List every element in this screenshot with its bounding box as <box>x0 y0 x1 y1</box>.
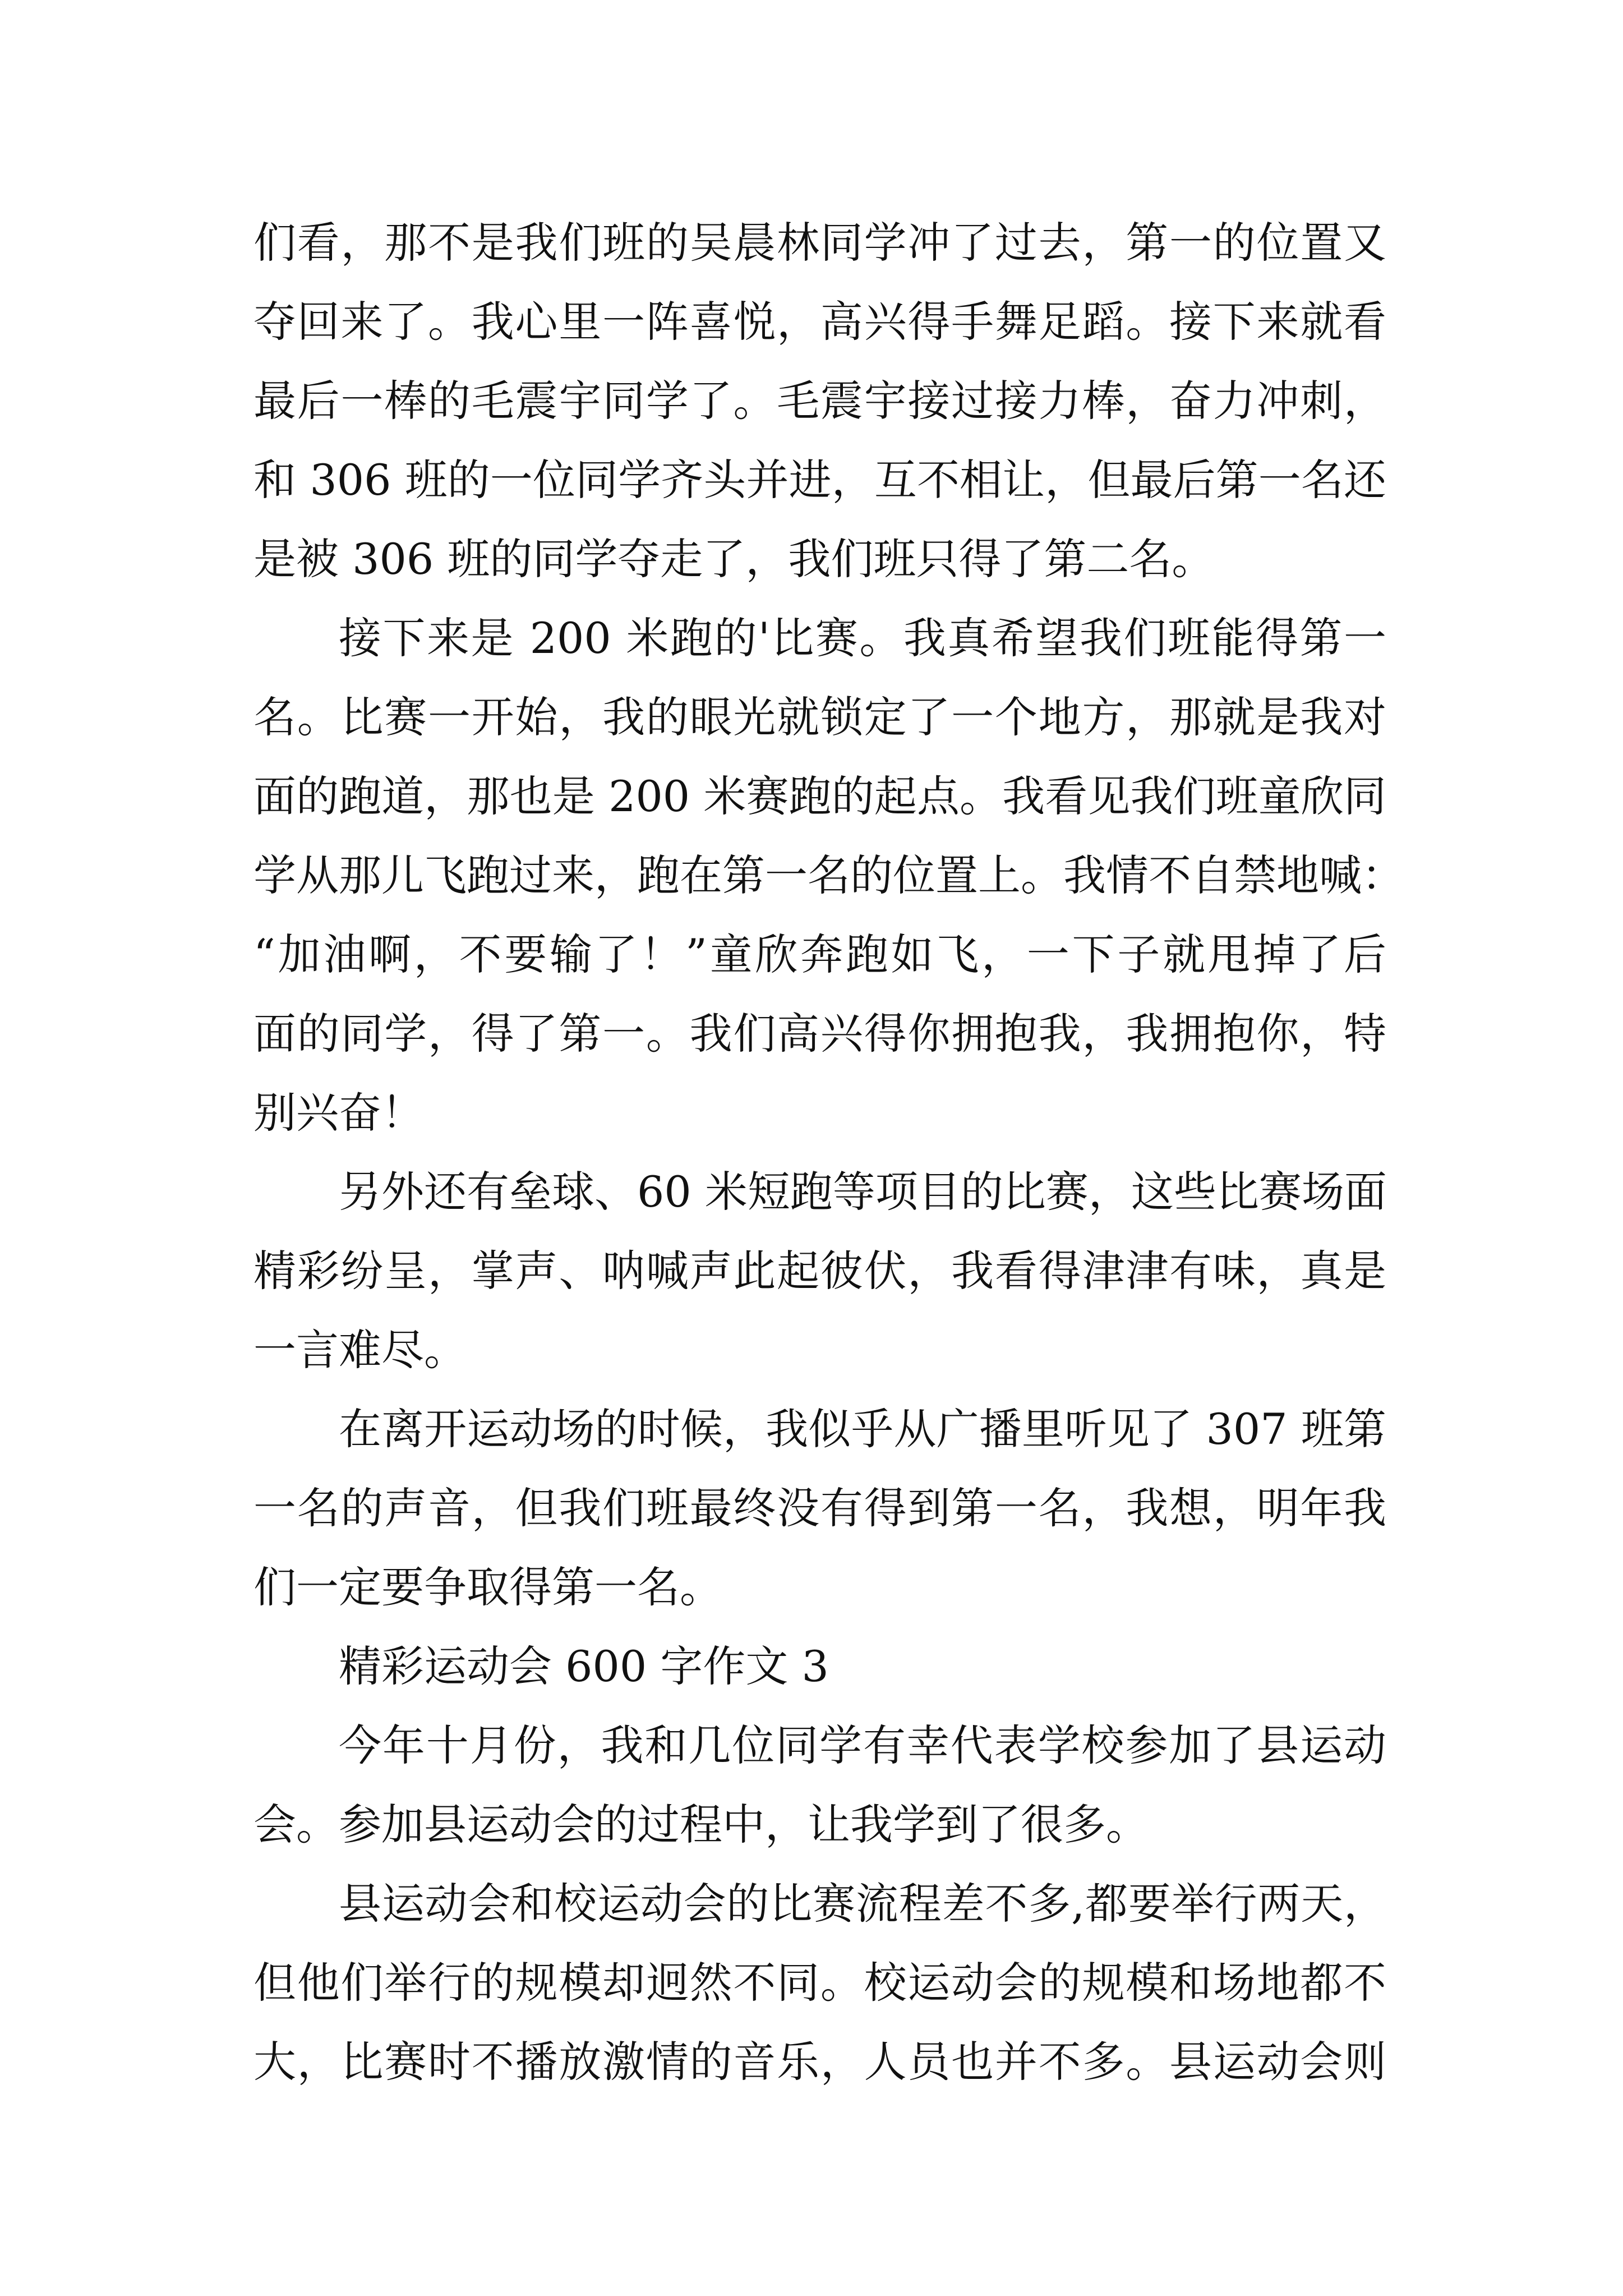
text-line: 今年十月份，我和几位同学有幸代表学校参加了县运动 <box>339 1720 1386 1770</box>
text-line: 县运动会和校运动会的比赛流程差不多,都要举行两天， <box>339 1879 1386 1929</box>
text-line: 会。参加县运动会的过程中，让我学到了很多。 <box>253 1800 1149 1849</box>
text-line: “加油啊，不要输了！”童欣奔跑如飞，一下子就甩掉了后 <box>253 930 1386 979</box>
text-line: 但他们举行的规模却迥然不同。校运动会的规模和场地都不 <box>253 1958 1386 2008</box>
text-line: 们一定要争取得第一名。 <box>253 1562 722 1612</box>
text-line: 们看，那不是我们班的吴晨林同学冲了过去，第一的位置又 <box>253 218 1386 268</box>
text-line: 名。比赛一开始，我的眼光就锁定了一个地方，那就是我对 <box>253 692 1386 742</box>
text-line: 另外还有垒球、60 米短跑等项目的比赛，这些比赛场面 <box>339 1167 1387 1217</box>
text-line: 夺回来了。我心里一阵喜悦，高兴得手舞足蹈。接下来就看 <box>253 297 1386 347</box>
text-line: 精彩纷呈，掌声、呐喊声此起彼伏，我看得津津有味，真是 <box>253 1246 1386 1296</box>
text-line: 最后一棒的毛震宇同学了。毛震宇接过接力棒，奋力冲刺， <box>253 376 1386 426</box>
text-line: 面的跑道，那也是 200 米赛跑的起点。我看见我们班童欣同 <box>253 771 1386 821</box>
text-line: 面的同学，得了第一。我们高兴得你拥抱我，我拥抱你，特 <box>253 1009 1386 1059</box>
text-line: 一名的声音，但我们班最终没有得到第一名，我想，明年我 <box>253 1483 1386 1533</box>
text-line: 别兴奋！ <box>253 1088 424 1138</box>
text-line: 大，比赛时不播放激情的音乐，人员也并不多。县运动会则 <box>253 2037 1386 2087</box>
document-body <box>253 203 1404 2101</box>
text-line: 精彩运动会 600 字作文 3 <box>339 1641 829 1691</box>
text-line: 学从那儿飞跑过来，跑在第一名的位置上。我情不自禁地喊： <box>253 850 1404 900</box>
text-line: 接下来是 200 米跑的'比赛。我真希望我们班能得第一 <box>339 613 1386 663</box>
text-line: 和 306 班的一位同学齐头并进，互不相让，但最后第一名还 <box>253 455 1386 505</box>
text-line: 是被 306 班的同学夺走了，我们班只得了第二名。 <box>253 534 1215 584</box>
text-line: 在离开运动场的时候，我似乎从广播里听见了 307 班第 <box>339 1404 1386 1454</box>
text-line: 一言难尽。 <box>253 1325 467 1375</box>
